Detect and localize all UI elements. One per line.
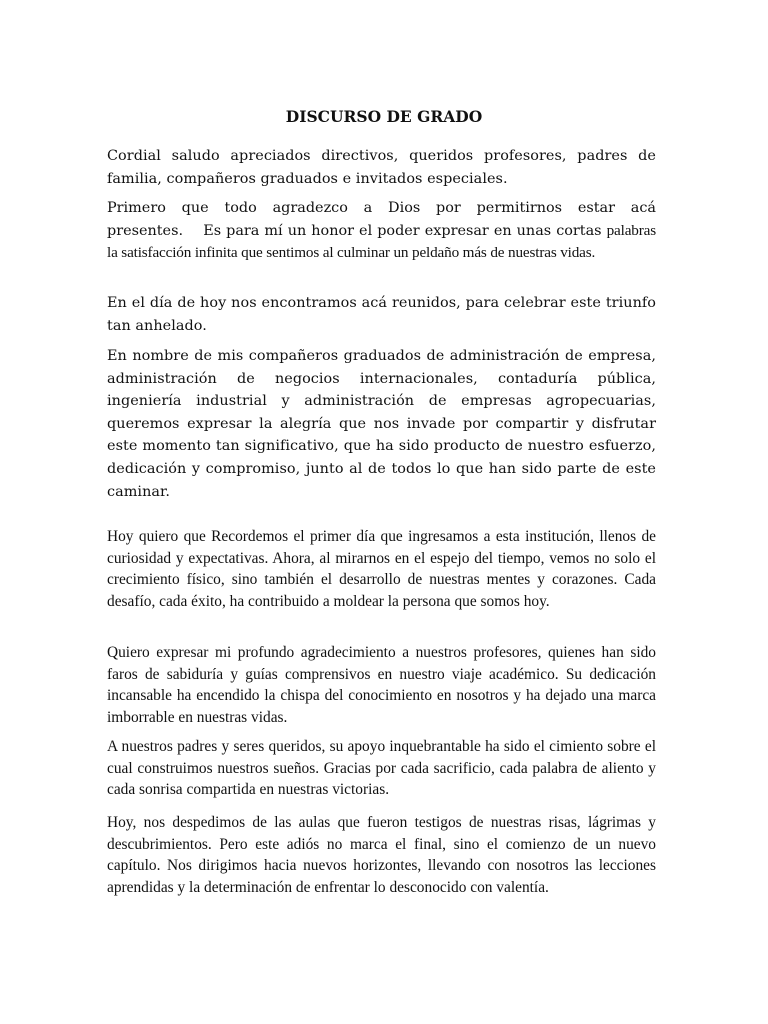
paragraph-farewell: Hoy, nos despedimos de las aulas que fueron testigos de nuestras risas, lágrimas y descubrimientos. Pero este adiós no marca el final, sino el comienzo de un nuevo capítulo. Nos dirigimos hacia nuevos horizontes, llevando con nosotros las lecciones aprendidas y la determinación de enfrentar lo desconocido con valentía. [107, 814, 656, 897]
paragraph-on-behalf: En nombre de mis compañeros graduados de administración de empresa, administración de negocios internacionales, contaduría pública, ingeniería industrial y administración de empresas agropecuarias, queremos expresar la alegría que nos invade por compartir y disfrutar este momento tan significativo, que ha sido producto de nuestro esfuerzo, dedicación y compromiso, junto al de todos lo que han sido parte de este caminar. [107, 348, 656, 500]
document-title: DISCURSO DE GRADO [285, 107, 483, 126]
paragraph-gratitude-part-1: Primero que todo agradezco a Dios por permitirnos estar acá presentes. [107, 200, 656, 239]
paragraph-parents: A nuestros padres y seres queridos, su apoyo inquebrantable ha sido el cimiento sobre el cual construimos nuestros sueños. Gracias por cada sacrificio, cada palabra de aliento y cada sonrisa compartida en nuestras victorias. [107, 738, 656, 799]
paragraph-gratitude-part-2: Es para mí un honor el poder expresar en unas cortas [203, 222, 602, 239]
paragraph-memories: Hoy quiero que Recordemos el primer día que ingresamos a esta institución, llenos de curiosidad y expectativas. Ahora, al mirarnos en el espejo del tiempo, vemos no solo el crecimiento físico, sino también el desarrollo de nuestras mentes y corazones. Cada desafío, cada éxito, ha contribuido a moldear la persona que somos hoy. [107, 528, 656, 611]
paragraph-gratitude [107, 197, 656, 265]
paragraph-gratitude-part-3: palabras la satisfacción infinita que sentimos al culminar un peldaño más de nuestras vidas. [107, 221, 657, 262]
paragraph-teachers: Quiero expresar mi profundo agradecimiento a nuestros profesores, quienes han sido faros de sabiduría y guías comprensivos en nuestro viaje académico. Su dedicación incansable ha encendido la chispa del conocimiento en nosotros y ha dejado una marca imborrable en nuestras vidas. [107, 644, 656, 727]
paragraph-greeting: Cordial saludo apreciados directivos, queridos profesores, padres de familia, compañeros graduados e invitados especiales. [107, 148, 656, 187]
paragraph-gathering: En el día de hoy nos encontramos acá reunidos, para celebrar este triunfo tan anhelado. [107, 295, 656, 334]
